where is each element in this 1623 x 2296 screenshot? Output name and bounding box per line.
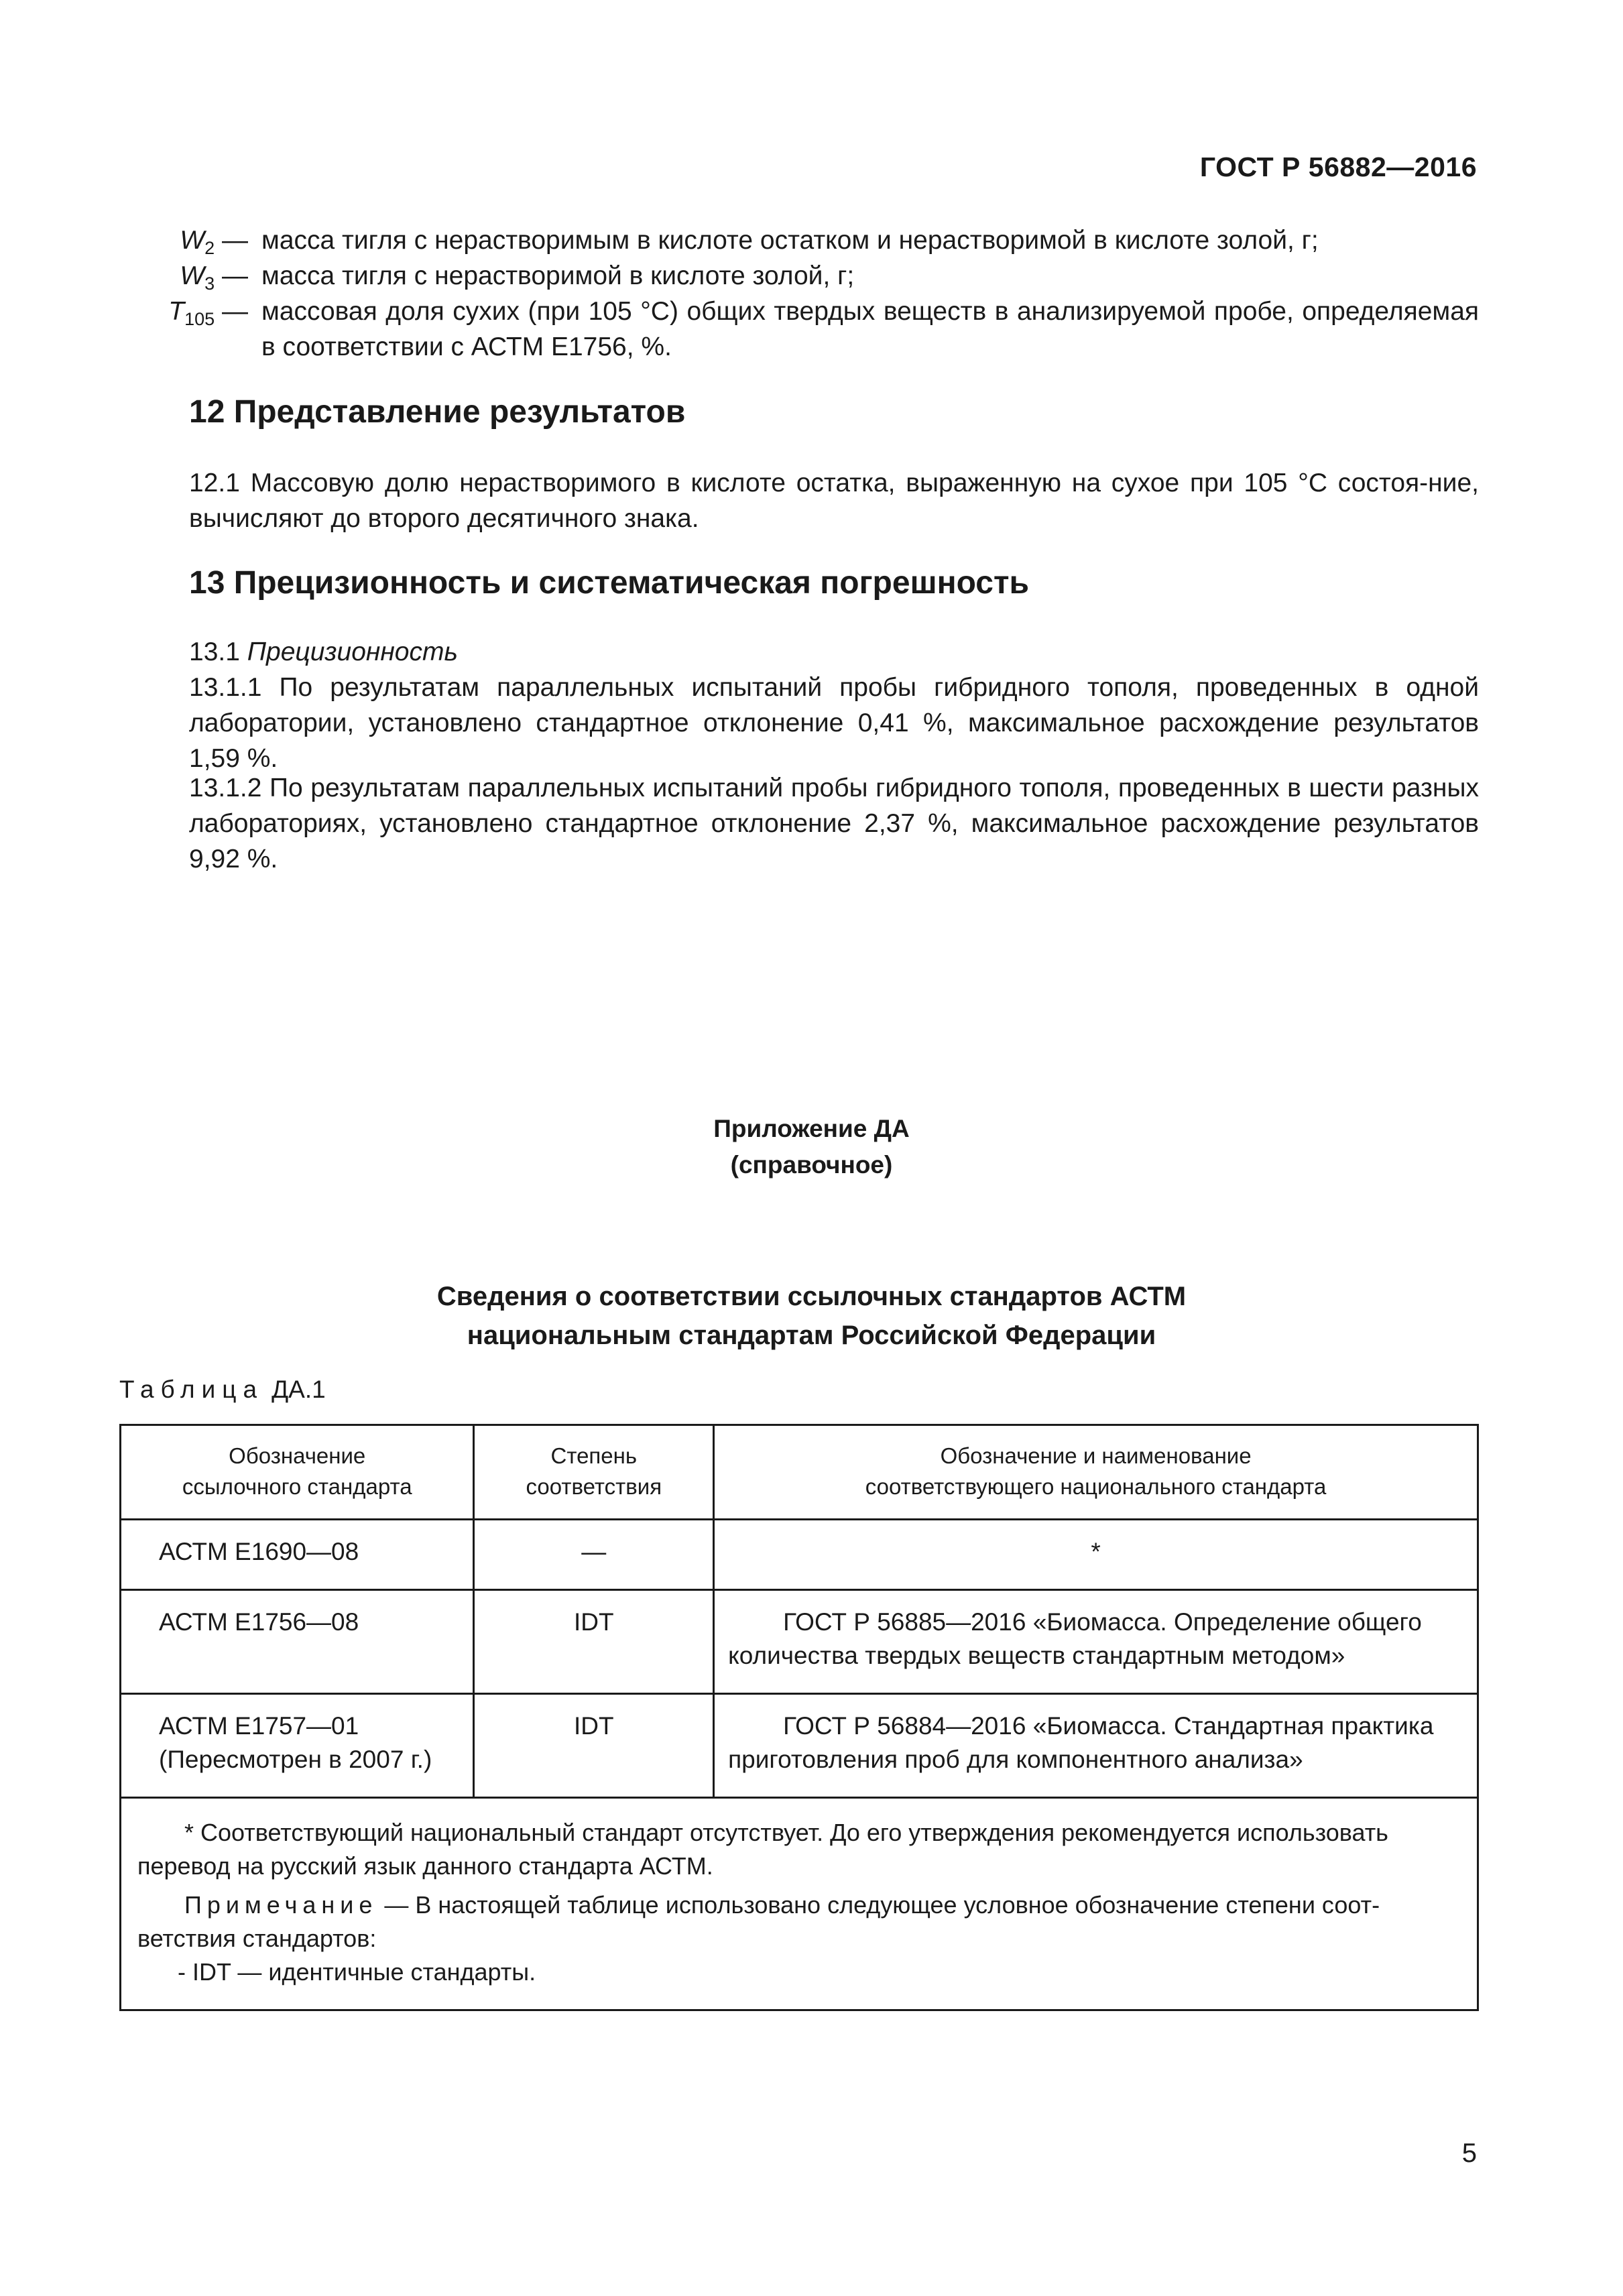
header-degree: Степень соответствия <box>474 1425 714 1520</box>
annex-title-line-1: Сведения о соответствии ссылочных стандартов АСТМ <box>436 1282 1187 1311</box>
symbol-definitions <box>119 223 1479 365</box>
definition-symbol: $W_2$ — <box>180 226 248 258</box>
table-row <box>121 1520 1478 1590</box>
definition-text: масса тигля с нерастворимым в кислоте остатком и нерастворимой в кислоте золой, г; <box>261 226 1319 255</box>
definition-text: масса тигля с нерастворимой в кислоте золой, г; <box>261 261 855 290</box>
header-national-standard: Обозначение и наименование соответствующего национального стандарта <box>714 1425 1478 1520</box>
standard-number: ГОСТ Р 56882—2016 <box>1199 152 1477 182</box>
table-row <box>121 1694 1478 1798</box>
cell-ref-standard: АСТМ Е1757—01 (Пересмотрен в 2007 г.) <box>121 1694 474 1798</box>
cell-degree: IDT <box>474 1590 714 1694</box>
cell-national-standard: ГОСТ Р 56884—2016 «Биомасса. Стандартная практика приготовления проб для компонентного анализа» <box>714 1694 1478 1798</box>
reference-standards-table <box>119 1424 1479 2011</box>
annex-heading: Приложение ДА <box>713 1115 910 1142</box>
table-note: Примечание — В настоящей таблице использовано следующее условное обозначение степени соот-ветствия стандартов: <box>137 1891 1380 1952</box>
definition-symbol: $W_3$ — <box>180 261 248 294</box>
paragraph-13-1-2: 13.1.2 По результатам параллельных испытаний пробы гибридного тополя, проведенных в шести разных лабораториях, установлено стандартное отклонение 2,37 %, максимальное расхождение результатов 9,92 %. <box>189 774 1479 873</box>
cell-ref-standard: АСТМ Е1690—08 <box>121 1520 474 1590</box>
paragraph-13-1-1: 13.1.1 По результатам параллельных испытаний пробы гибридного тополя, проведенных в одной лаборатории, установлено стандартное отклонение 0,41 %, максимальное расхождение результатов 1,59 %. <box>189 673 1479 773</box>
definition-w2 <box>119 223 1479 258</box>
cell-national-standard: ГОСТ Р 56885—2016 «Биомасса. Определение общего количества твердых веществ стандартным методом» <box>714 1590 1478 1694</box>
annex-title-line-2: национальным стандартам Российской Федерации <box>467 1321 1156 1350</box>
table-caption: Таблица ДА.1 <box>119 1376 326 1403</box>
table-note-item: - IDT — идентичные стандарты. <box>178 1958 536 1986</box>
section-12-title: 12 Представление результатов <box>189 394 686 430</box>
paragraph-13-1: 13.1 Прецизионность <box>189 638 458 666</box>
header-ref-standard: Обозначение ссылочного стандарта <box>121 1425 474 1520</box>
cell-degree: — <box>474 1520 714 1590</box>
cell-national-standard: * <box>714 1520 1478 1590</box>
table-row <box>121 1590 1478 1694</box>
table-note-row <box>121 1798 1478 2010</box>
paragraph-12-1: 12.1 Массовую долю нерастворимого в кислоте остатка, выраженную на сухое при 105 °С состоя-ние, вычисляют до второго десятичного знака. <box>189 469 1479 533</box>
section-13-title: 13 Прецизионность и систематическая погрешность <box>189 565 1029 601</box>
definition-symbol: $T_{105}$ — <box>168 297 248 329</box>
table-header-row <box>121 1425 1478 1520</box>
cell-degree: IDT <box>474 1694 714 1798</box>
table-notes <box>121 1798 1478 2010</box>
definition-t105 <box>119 294 1479 365</box>
definition-w3 <box>119 258 1479 294</box>
annex-kind: (справочное) <box>730 1151 893 1179</box>
definition-text: массовая доля сухих (при 105 °С) общих твердых веществ в анализируемой пробе, определяемая в соответствии с АСТМ Е1756, %. <box>261 297 1479 361</box>
page-number: 5 <box>1461 2138 1477 2168</box>
cell-ref-standard: АСТМ Е1756—08 <box>121 1590 474 1694</box>
table-footnote: * Соответствующий национальный стандарт отсутствует. До его утверждения рекомендуется использовать перевод на русский язык данного стандарта АСТМ. <box>137 1819 1388 1880</box>
